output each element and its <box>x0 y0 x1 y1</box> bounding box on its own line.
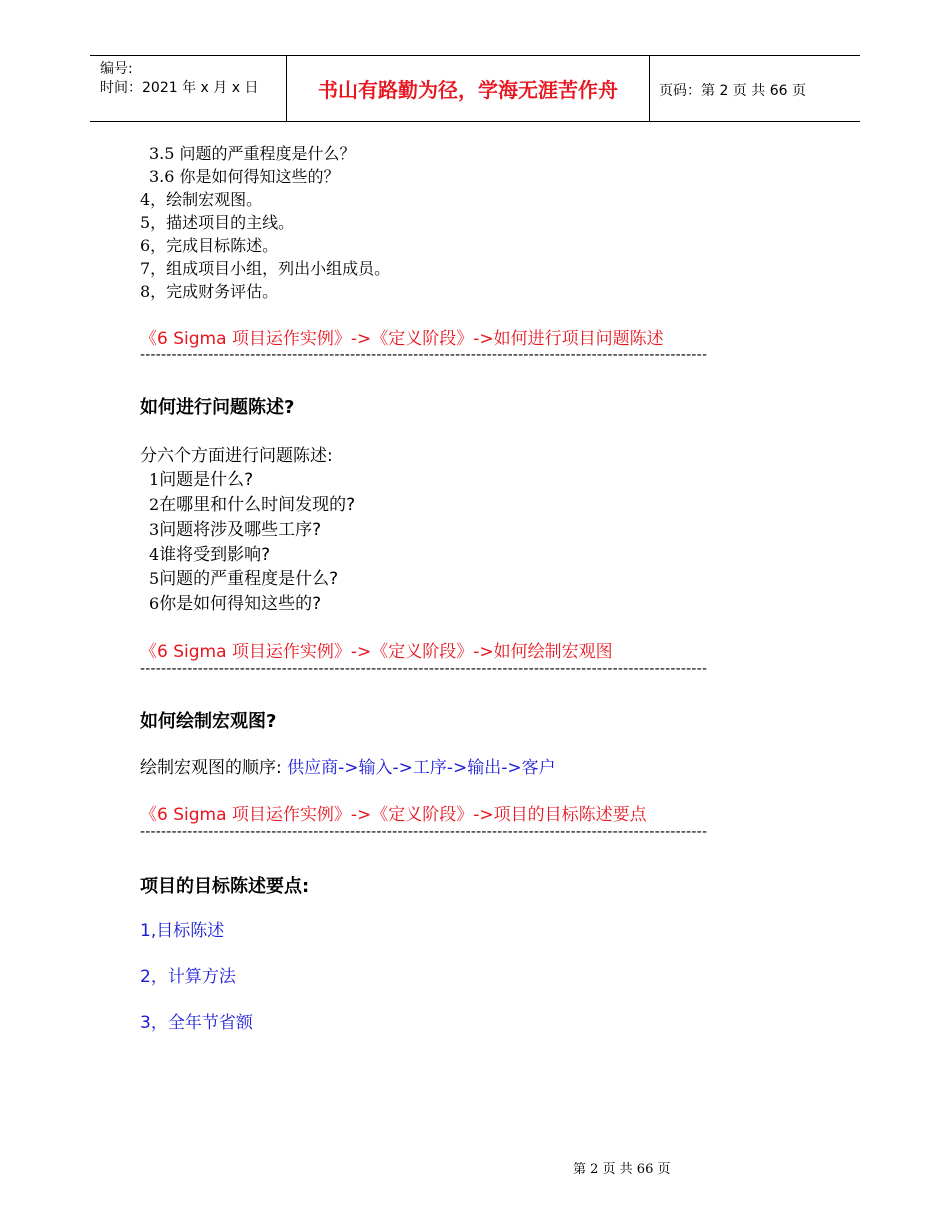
list-item: 1问题是什么? <box>149 470 254 490</box>
breadcrumb-macro-map: 《6 Sigma 项目运作实例》->《定义阶段》->如何绘制宏观图 <box>140 642 613 662</box>
header-number-label: 编号: <box>100 61 133 77</box>
header-page-info: 页码：第 2 页 共 66 页 <box>659 83 806 99</box>
goal-item: 1,目标陈述 <box>140 921 225 941</box>
header-time: 时间：2021 年 x 月 x 日 <box>100 80 259 96</box>
list-item: 2在哪里和什么时间发现的? <box>149 495 356 515</box>
section-title-goal-statement: 项目的目标陈述要点: <box>140 876 310 897</box>
list-item: 3问题将涉及哪些工序? <box>149 520 322 540</box>
list-item: 6，完成目标陈述。 <box>140 236 279 255</box>
list-item: 3.6 你是如何得知这些的？ <box>149 167 340 186</box>
header-motto: 书山有路勤为径，学海无涯苦作舟 <box>318 78 618 102</box>
list-item: 7，组成项目小组，列出小组成员。 <box>140 259 391 278</box>
separator: ------------------------------------------------------------------------------------------------------------ <box>140 824 708 840</box>
breadcrumb-problem-statement: 《6 Sigma 项目运作实例》->《定义阶段》->如何进行项目问题陈述 <box>140 329 664 349</box>
list-item: 8，完成财务评估。 <box>140 282 279 301</box>
list-item: 5，描述项目的主线。 <box>140 213 295 232</box>
header-top-rule <box>90 55 860 56</box>
macro-map-order: 绘制宏观图的顺序: 供应商->输入->工序->输出->客户 <box>140 758 556 778</box>
goal-item: 2，计算方法 <box>140 967 236 987</box>
breadcrumb-goal-statement: 《6 Sigma 项目运作实例》->《定义阶段》->项目的目标陈述要点 <box>140 805 647 825</box>
page-footer: 第 2 页 共 66 页 <box>573 1162 671 1177</box>
section-title-macro-map: 如何绘制宏观图? <box>140 711 277 732</box>
separator: ------------------------------------------------------------------------------------------------------------ <box>140 661 708 677</box>
section-title-problem-statement: 如何进行问题陈述? <box>140 397 295 418</box>
goal-item: 3，全年节省额 <box>140 1013 253 1033</box>
list-item: 6你是如何得知这些的? <box>149 594 322 614</box>
separator: ------------------------------------------------------------------------------------------------------------ <box>140 347 708 363</box>
list-item: 3.5 问题的严重程度是什么？ <box>149 144 356 163</box>
section-intro: 分六个方面进行问题陈述: <box>140 446 333 466</box>
header-divider-right <box>649 55 650 122</box>
list-item: 5问题的严重程度是什么? <box>149 569 339 589</box>
list-item: 4，绘制宏观图。 <box>140 190 263 209</box>
list-item: 4谁将受到影响? <box>149 545 271 565</box>
macro-map-order-value: 供应商->输入->工序->输出->客户 <box>287 758 556 778</box>
header-bottom-rule <box>90 121 860 122</box>
